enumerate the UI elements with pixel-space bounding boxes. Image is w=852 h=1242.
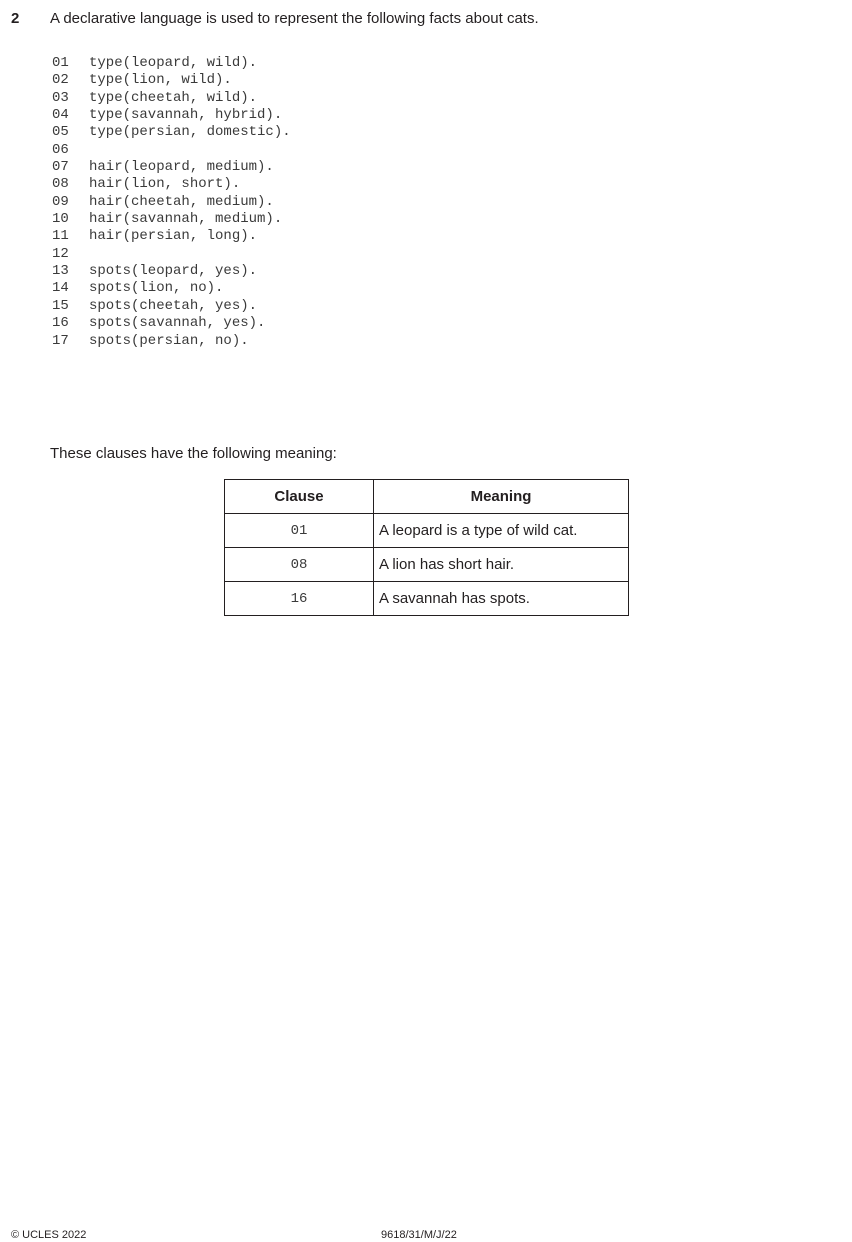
clause-cell: 01 <box>225 514 374 548</box>
code-listing <box>52 55 291 350</box>
meaning-intro: These clauses have the following meaning: <box>50 445 337 462</box>
footer-paper-code: 9618/31/M/J/22 <box>381 1229 457 1241</box>
code-line <box>52 72 291 89</box>
code-line <box>52 90 291 107</box>
table-header-row <box>225 480 629 514</box>
table-row <box>225 514 629 548</box>
line-number: 10 <box>52 211 69 228</box>
code-line <box>52 142 291 159</box>
line-text: hair(lion, short). <box>89 176 241 193</box>
meaning-cell: A lion has short hair. <box>374 548 629 582</box>
code-line <box>52 228 291 245</box>
line-number: 12 <box>52 245 69 262</box>
table-row <box>225 548 629 582</box>
question-number: 2 <box>11 10 20 27</box>
code-line <box>52 280 291 297</box>
line-number: 08 <box>52 176 69 193</box>
code-line <box>52 315 291 332</box>
line-number: 03 <box>52 89 69 106</box>
line-number: 04 <box>52 107 69 124</box>
meaning-cell: A savannah has spots. <box>374 582 629 616</box>
clause-cell: 16 <box>225 582 374 616</box>
column-header-meaning: Meaning <box>374 480 629 514</box>
clause-cell: 08 <box>225 548 374 582</box>
line-text: spots(leopard, yes). <box>89 263 258 280</box>
code-line <box>52 55 291 72</box>
line-text: hair(leopard, medium). <box>89 159 274 176</box>
code-line <box>52 107 291 124</box>
line-text: type(savannah, hybrid). <box>89 107 283 124</box>
line-number: 09 <box>52 193 69 210</box>
code-line <box>52 194 291 211</box>
code-line <box>52 333 291 350</box>
line-text: hair(savannah, medium). <box>89 211 283 228</box>
code-line <box>52 176 291 193</box>
line-text: spots(persian, no). <box>89 332 249 349</box>
line-number: 13 <box>52 263 69 280</box>
line-number: 07 <box>52 159 69 176</box>
code-line <box>52 159 291 176</box>
column-header-clause: Clause <box>225 480 374 514</box>
line-text: type(cheetah, wild). <box>89 89 258 106</box>
line-number: 05 <box>52 124 69 141</box>
line-number: 02 <box>52 72 69 89</box>
line-text: spots(lion, no). <box>89 280 224 297</box>
line-number: 11 <box>52 228 69 245</box>
line-number: 17 <box>52 332 69 349</box>
code-line <box>52 298 291 315</box>
code-line <box>52 246 291 263</box>
line-number: 16 <box>52 315 69 332</box>
line-text: hair(cheetah, medium). <box>89 193 274 210</box>
line-number: 14 <box>52 280 69 297</box>
line-text: spots(savannah, yes). <box>89 315 266 332</box>
line-number: 01 <box>52 55 69 71</box>
line-text: hair(persian, long). <box>89 228 258 245</box>
line-text: type(leopard, wild). <box>89 55 258 71</box>
line-number: 06 <box>52 141 69 158</box>
line-text: type(persian, domestic). <box>89 124 291 141</box>
line-number: 15 <box>52 297 69 314</box>
footer-copyright: © UCLES 2022 <box>11 1229 87 1241</box>
clause-meaning-table <box>224 479 629 616</box>
code-line <box>52 211 291 228</box>
table-row <box>225 582 629 616</box>
code-line <box>52 263 291 280</box>
line-text: spots(cheetah, yes). <box>89 297 258 314</box>
meaning-cell: A leopard is a type of wild cat. <box>374 514 629 548</box>
line-text: type(lion, wild). <box>89 72 232 89</box>
question-intro: A declarative language is used to represent the following facts about cats. <box>50 10 539 27</box>
code-line <box>52 124 291 141</box>
